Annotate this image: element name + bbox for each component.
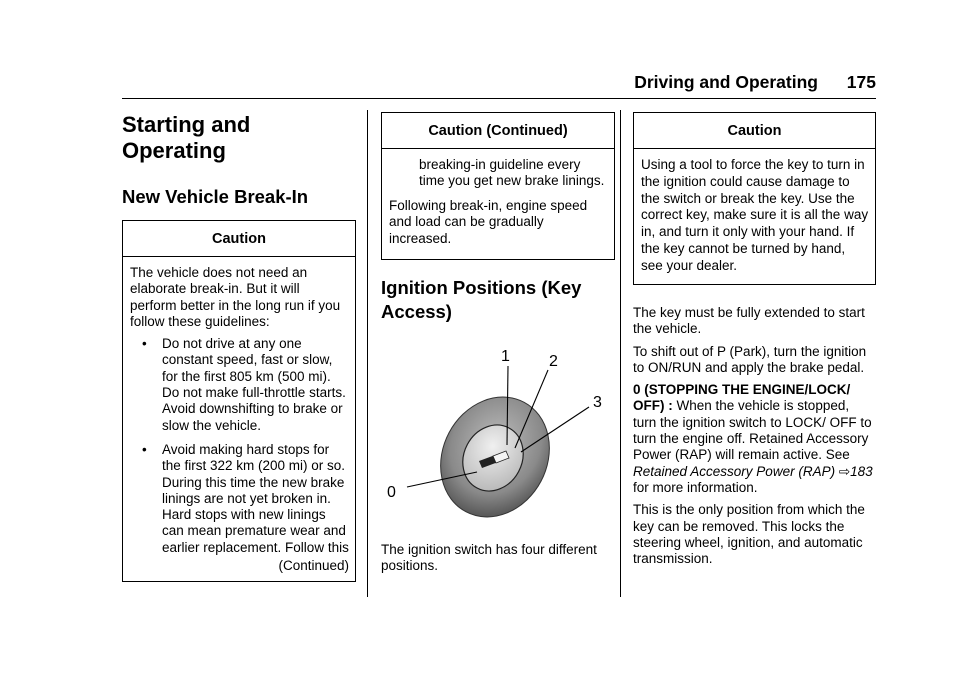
- page-number: 175: [846, 72, 876, 92]
- column-1: [122, 112, 356, 582]
- paragraph-key-extended: The key must be fully extended to start the vehicle.: [633, 305, 865, 337]
- caution-paragraph: Following break-in, engine speed and load can be gradually increased.: [389, 197, 588, 247]
- section-title-line2: Operating: [122, 138, 226, 163]
- ignition-switch-diagram: [381, 330, 615, 530]
- caution-heading: Caution: [634, 113, 875, 149]
- caution-box-break-in: [122, 220, 356, 582]
- page-ref-arrow-icon: ⇨: [838, 463, 851, 479]
- header-section-title: Driving and Operating: [634, 72, 818, 92]
- rap-reference-link[interactable]: Retained Accessory Power (RAP): [633, 463, 836, 479]
- bullet-mark: •: [142, 336, 147, 352]
- caution-intro: The vehicle does not need an elaborate break-in. But it will perform better in the long run if you follow these guidelines:: [130, 265, 341, 329]
- caution-body: [634, 149, 875, 287]
- ignition-heading: Ignition Positions (Key Access): [381, 277, 582, 322]
- subsection-title: New Vehicle Break-In: [122, 186, 309, 207]
- paragraph-lock-off: [633, 382, 876, 496]
- lock-off-text: When the vehicle is stopped, turn the ignition switch to LOCK/ OFF to turn the engine off. Retained Accessory Power (RAP) will remain active. See: [633, 398, 872, 463]
- caution-continued-text: breaking-in guideline every time you get new brake linings.: [419, 157, 605, 189]
- page-header: [122, 72, 876, 102]
- caution-bullet: [130, 336, 349, 434]
- caution-box-key: [633, 112, 876, 285]
- column-divider-right: [620, 110, 621, 597]
- ignition-caption: The ignition switch has four different positions.: [381, 542, 597, 574]
- bullet-mark: •: [142, 441, 147, 457]
- paragraph-shift-park: To shift out of P (Park), turn the ignition to ON/RUN and apply the brake pedal.: [633, 343, 867, 375]
- position-label-2: 2: [549, 353, 558, 370]
- caution-heading: Caution: [123, 221, 355, 257]
- bullet-text: Do not drive at any one constant speed, fast or slow, for the first 805 km (500 mi). Do not make full-throttle starts. Avoid downshifting to brake or slow the vehicle.: [162, 336, 346, 433]
- position-label-1: 1: [501, 348, 510, 365]
- caution-heading: Caution (Continued): [382, 113, 614, 149]
- continued-label: (Continued): [278, 558, 349, 574]
- position-label-0: 0: [387, 484, 396, 501]
- column-2: [381, 112, 615, 575]
- caution-bullet: [130, 442, 349, 556]
- lock-off-label: 0 (STOPPING THE ENGINE/LOCK/ OFF) :: [633, 382, 851, 414]
- bullet-text: Avoid making hard stops for the first 322 km (200 mi) or so. During this time the new brake linings are not yet broken in. Hard stops with new linings can mean premature wear and earlier replacement. Follow this: [162, 441, 349, 555]
- position-label-3: 3: [593, 394, 602, 411]
- section-title-line1: Starting and: [122, 112, 251, 137]
- rap-page-number[interactable]: 183: [850, 463, 873, 479]
- ignition-instructions: [633, 305, 876, 567]
- caution-body: [123, 257, 355, 580]
- lock-off-end: for more information.: [633, 479, 758, 495]
- column-3: [633, 112, 876, 573]
- caution-text: Using a tool to force the key to turn in the ignition could cause damage to the switch or break the key. Use the correct key, make sure it is all the way in, and turn it only with your hand. If the key cannot be turned by hand, see your dealer.: [641, 157, 869, 273]
- section-title: [122, 112, 356, 164]
- caution-body: [382, 149, 614, 260]
- header-rule: [122, 98, 876, 99]
- caution-box-continued: [381, 112, 615, 260]
- paragraph-key-removal: This is the only position from which the key can be removed. This locks the steering wheel, ignition, and automatic transmission.: [633, 502, 865, 567]
- column-divider-left: [367, 110, 368, 597]
